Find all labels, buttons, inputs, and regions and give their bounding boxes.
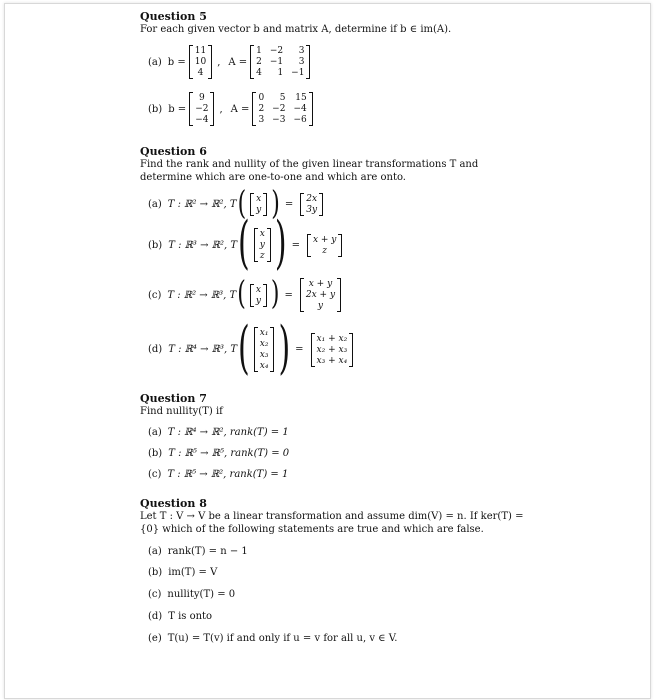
vector-entry: z xyxy=(322,245,328,256)
q6d-output-vector xyxy=(311,333,354,367)
q7-part-b xyxy=(148,448,289,459)
q5-part-a: (a) b = 11 10 4 , A = 1 −2 3 2 −1 3 4 1 −1 xyxy=(148,45,313,79)
q8b-label: (b) xyxy=(148,567,163,578)
q8-part-c xyxy=(148,589,235,600)
q8-part-a xyxy=(148,546,248,557)
q6b-output-vector xyxy=(307,234,342,257)
q6-part-a: (a) T : ℝ² → ℝ², T ( x y ) = 2x 3y xyxy=(148,193,326,216)
q7a-label: (a) xyxy=(148,427,162,438)
q7b-label: (b) xyxy=(148,448,163,459)
q8a-text: rank(T) = n − 1 xyxy=(167,546,248,557)
matrix-entry: 0 xyxy=(258,93,265,103)
matrix-entry: 1 xyxy=(277,68,284,78)
vector-entry: −2 xyxy=(195,104,209,114)
q8b-text: im(T) = V xyxy=(168,567,218,578)
q6d-input-vector xyxy=(254,327,275,372)
question-7-text: Find nullity(T) if xyxy=(140,406,223,417)
matrix-entry: −6 xyxy=(293,115,307,125)
q8e-text: T(u) = T(v) if and only if u = v for all u, v ∈ V. xyxy=(167,633,398,644)
vector-entry: 10 xyxy=(194,57,207,67)
question-6-heading: Question 6 xyxy=(140,145,207,158)
q7-part-c xyxy=(148,469,288,480)
q6d-map: T : ℝ⁴ → ℝ³, T xyxy=(168,344,238,355)
q8a-label: (a) xyxy=(148,546,162,557)
question-8-heading: Question 8 xyxy=(140,497,207,510)
matrix-entry: −2 xyxy=(269,46,284,56)
vector-entry: −4 xyxy=(195,115,209,125)
matrix-entry: 15 xyxy=(295,93,307,103)
q6-part-d: (d) T : ℝ⁴ → ℝ³, T ( x₁ x₂ x₃ x₄ ) = x₁ + x₂ x₂ + x₃ x₃ + x₄ xyxy=(148,327,356,372)
q5b-A-label: A = xyxy=(230,103,250,115)
q8-part-e xyxy=(148,633,397,644)
vector-entry: x + y xyxy=(312,234,337,245)
matrix-entry: 2 xyxy=(256,57,262,67)
vector-entry: x₃ + x₄ xyxy=(316,355,348,366)
matrix-entry: 2 xyxy=(258,104,265,114)
matrix-entry: −2 xyxy=(272,104,286,114)
vector-entry: y xyxy=(255,295,261,306)
q5b-b-label: b = xyxy=(168,103,187,115)
q8-part-d xyxy=(148,611,212,622)
q8c-text: nullity(T) = 0 xyxy=(167,589,236,600)
q6-part-b: (b) T : ℝ³ → ℝ², T ( x y z ) = x + y z xyxy=(148,228,345,262)
q6b-input-vector xyxy=(254,228,271,262)
question-7-heading: Question 7 xyxy=(140,392,207,405)
q5b-label: (b) xyxy=(148,103,163,115)
q7c-label: (c) xyxy=(148,469,162,480)
matrix-entry: 1 xyxy=(256,46,262,56)
matrix-entry: −3 xyxy=(272,115,286,125)
q5a-A-label: A = xyxy=(228,56,248,68)
q8c-label: (c) xyxy=(148,589,162,600)
question-6-text: Find the rank and nullity of the given linear transformations T and determine which are one-to-one and which are onto. xyxy=(140,159,479,183)
matrix-entry: 3 xyxy=(258,115,265,125)
q8-part-b xyxy=(148,567,217,578)
matrix-entry: −4 xyxy=(293,104,307,114)
q6b-label: (b) xyxy=(148,239,163,251)
q7a-text: T : ℝ⁴ → ℝ², rank(T) = 1 xyxy=(167,427,289,438)
q6c-label: (c) xyxy=(148,289,162,301)
q6c-output-vector xyxy=(300,278,341,312)
q7b-text: T : ℝ⁵ → ℝ⁵, rank(T) = 0 xyxy=(168,448,290,459)
q6a-input-vector xyxy=(250,193,267,216)
matrix-entry: 3 xyxy=(298,46,305,56)
vector-entry: x₃ xyxy=(259,350,269,360)
vector-entry: 2x + y xyxy=(305,290,336,300)
q7-part-a xyxy=(148,427,289,438)
vector-entry: x xyxy=(259,229,265,239)
matrix-entry: 4 xyxy=(256,68,262,78)
q5a-label: (a) xyxy=(148,56,162,68)
vector-entry: x₁ xyxy=(259,328,269,338)
q7c-text: T : ℝ⁵ → ℝ², rank(T) = 1 xyxy=(167,469,289,480)
vector-entry: y xyxy=(256,205,262,215)
matrix-entry: −1 xyxy=(291,68,305,78)
q8e-label: (e) xyxy=(148,633,162,644)
q6a-label: (a) xyxy=(148,199,162,210)
vector-entry: x + y xyxy=(308,279,333,289)
q5a-b-vector xyxy=(189,45,212,79)
q6c-map: T : ℝ² → ℝ³, T xyxy=(167,289,237,301)
question-5-text: For each given vector b and matrix A, determine if b ∈ im(A). xyxy=(140,24,452,35)
vector-entry: x₂ + x₃ xyxy=(316,344,348,355)
q8d-label: (d) xyxy=(148,611,163,622)
q6c-input-vector xyxy=(250,284,267,307)
q6b-map: T : ℝ³ → ℝ², T xyxy=(168,239,238,251)
vector-entry: x₂ xyxy=(259,339,269,349)
vector-entry: x xyxy=(255,284,261,295)
vector-entry: 2x xyxy=(306,194,318,204)
q6-part-c: (c) T : ℝ² → ℝ³, T ( x y ) = x + y 2x + y y xyxy=(148,278,344,312)
vector-entry: y xyxy=(317,301,324,311)
vector-entry: 3y xyxy=(306,205,318,215)
vector-entry: z xyxy=(259,251,265,261)
q5a-b-label: b = xyxy=(167,56,186,68)
question-5-heading: Question 5 xyxy=(140,10,207,23)
q5b-A-matrix xyxy=(252,92,312,126)
vector-entry: x xyxy=(256,194,262,204)
vector-entry: x₁ + x₂ xyxy=(316,333,348,344)
vector-entry: 4 xyxy=(197,68,204,78)
q6a-map: T : ℝ² → ℝ², T xyxy=(167,199,237,210)
q5b-b-vector xyxy=(189,92,214,126)
matrix-entry: 3 xyxy=(298,57,305,67)
q5-part-b: (b) b = 9 −2 −4 , A = 0 5 15 2 −2 −4 3 −3 −6 xyxy=(148,92,316,126)
matrix-entry: 5 xyxy=(279,93,286,103)
q6a-output-vector xyxy=(300,193,323,216)
q8d-text: T is onto xyxy=(168,611,213,622)
vector-entry: 11 xyxy=(194,46,207,56)
question-8-text: Let T : V → V be a linear transformation and assume dim(V) = n. If ker(T) = {0} which of the following statements are true and which are false. xyxy=(140,511,524,535)
vector-entry: 9 xyxy=(198,93,205,103)
matrix-entry: −1 xyxy=(269,57,284,67)
vector-entry: y xyxy=(259,240,265,250)
q6d-label: (d) xyxy=(148,344,163,355)
vector-entry: x₄ xyxy=(259,361,269,371)
q5a-A-matrix xyxy=(250,45,310,79)
